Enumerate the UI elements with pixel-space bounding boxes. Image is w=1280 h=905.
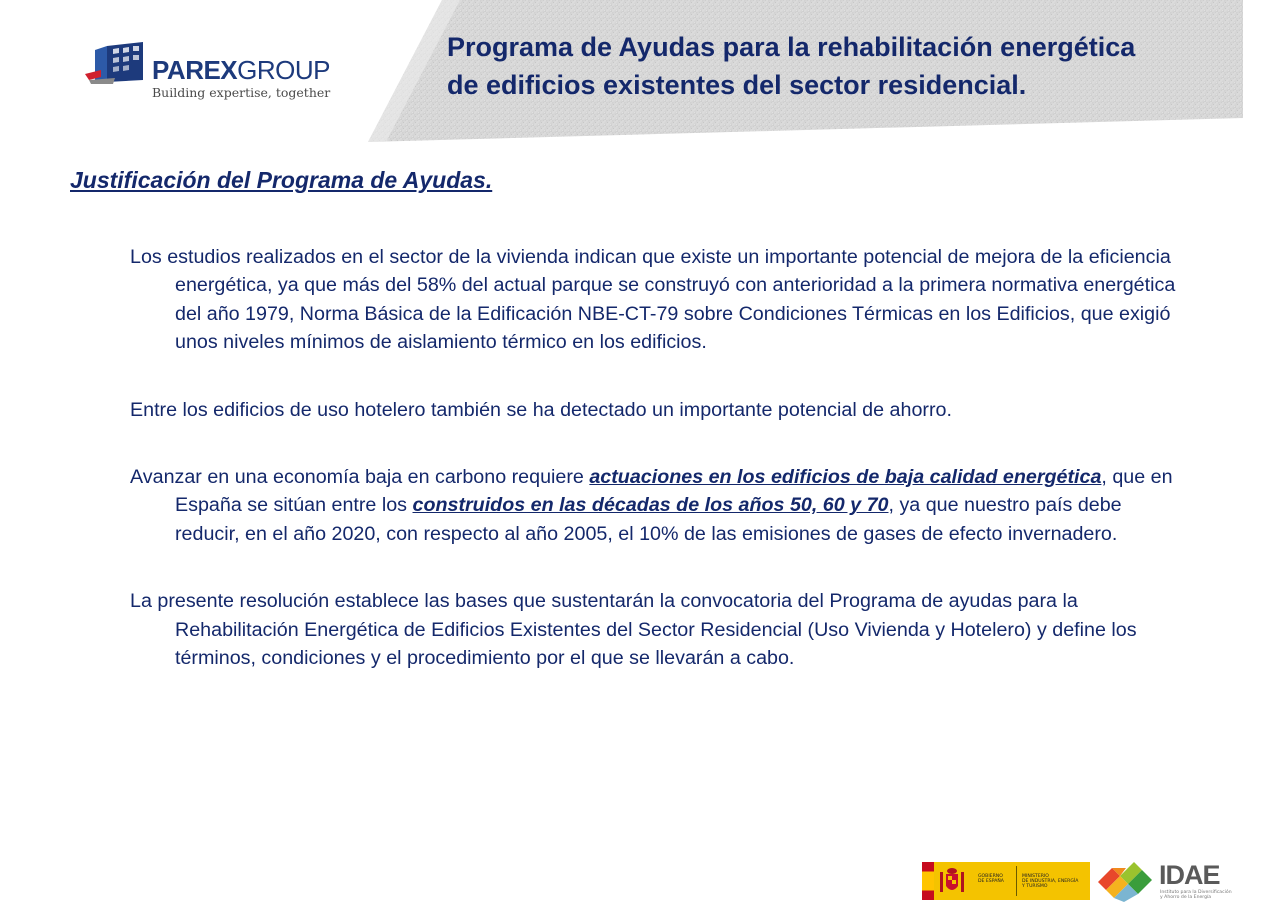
paragraph-4: La presente resolución establece las bases que sustentarán la convocatoria del Programa de ayudas para la Rehabilitación Energética de Edificios Existentes del Sector Residencial (Uso Vivienda y Hotelero) y define los términos, condiciones y el procedimiento por el que se llevarán a cabo. [130,590,1137,670]
idae-wordmark: IDAE [1159,860,1220,890]
paragraph-1: Los estudios realizados en el sector de la vivienda indican que existe un importante potencial de mejora de la eficiencia energética, ya que más del 58% del actual parque se construyó con anterioridad a la primera normativa energética del año 1979, Norma Básica de la Edificación NBE-CT-79 sobre Condiciones Térmicas en los Edificios, que exigió unos niveles mínimos de aislamiento térmico en los edificios. [130,246,1176,354]
paragraph-2: Entre los edificios de uso hotelero también se ha detectado un importante potencial de ahorro. [130,398,952,421]
divider [1016,866,1017,896]
emphasis-low-quality-buildings: actuaciones en los edificios de baja calidad energética [589,466,1102,489]
gobierno-text: GOBIERNO DE ESPAÑA [978,874,1004,885]
parex-tagline: Building expertise, together [152,85,331,100]
footer-logos [922,860,1242,902]
title-line-2: de edificios existentes del sector residencial. [447,70,1027,100]
parex-logo [85,40,355,105]
gobierno-logo [922,862,1090,900]
ministry-text: MINISTERIO DE INDUSTRIA, ENERGÍA Y TURISMO [1022,874,1079,890]
emphasis-decades: construidos en las décadas de los años 50, 60 y 70 [412,494,889,517]
page-title [447,28,1247,104]
title-line-1: Programa de Ayudas para la rehabilitación energética [447,32,1136,62]
paragraph-3: Avanzar en una economía baja en carbono requiere actuaciones en los edificios de baja calidad energética, que en España se sitúan entre los construidos en las décadas de los años 50, 60 y 70, ya que nuestro país debe reducir, en el año 2020, con respecto al año 2005, el 10% de las emisiones de gases de efecto invernadero. [130,466,1173,545]
coat-of-arms-icon [938,866,966,896]
parex-building-icon [85,40,147,85]
section-heading: Justificación del Programa de Ayudas. [70,167,493,193]
parex-wordmark: PAREXGROUP [152,55,330,85]
body-text [130,243,1190,711]
idae-subtitle: Instituto para la Diversificación y Ahorro de la Energía [1160,890,1232,901]
spain-flag-icon [922,862,934,900]
idae-logo-icon [1094,862,1156,902]
